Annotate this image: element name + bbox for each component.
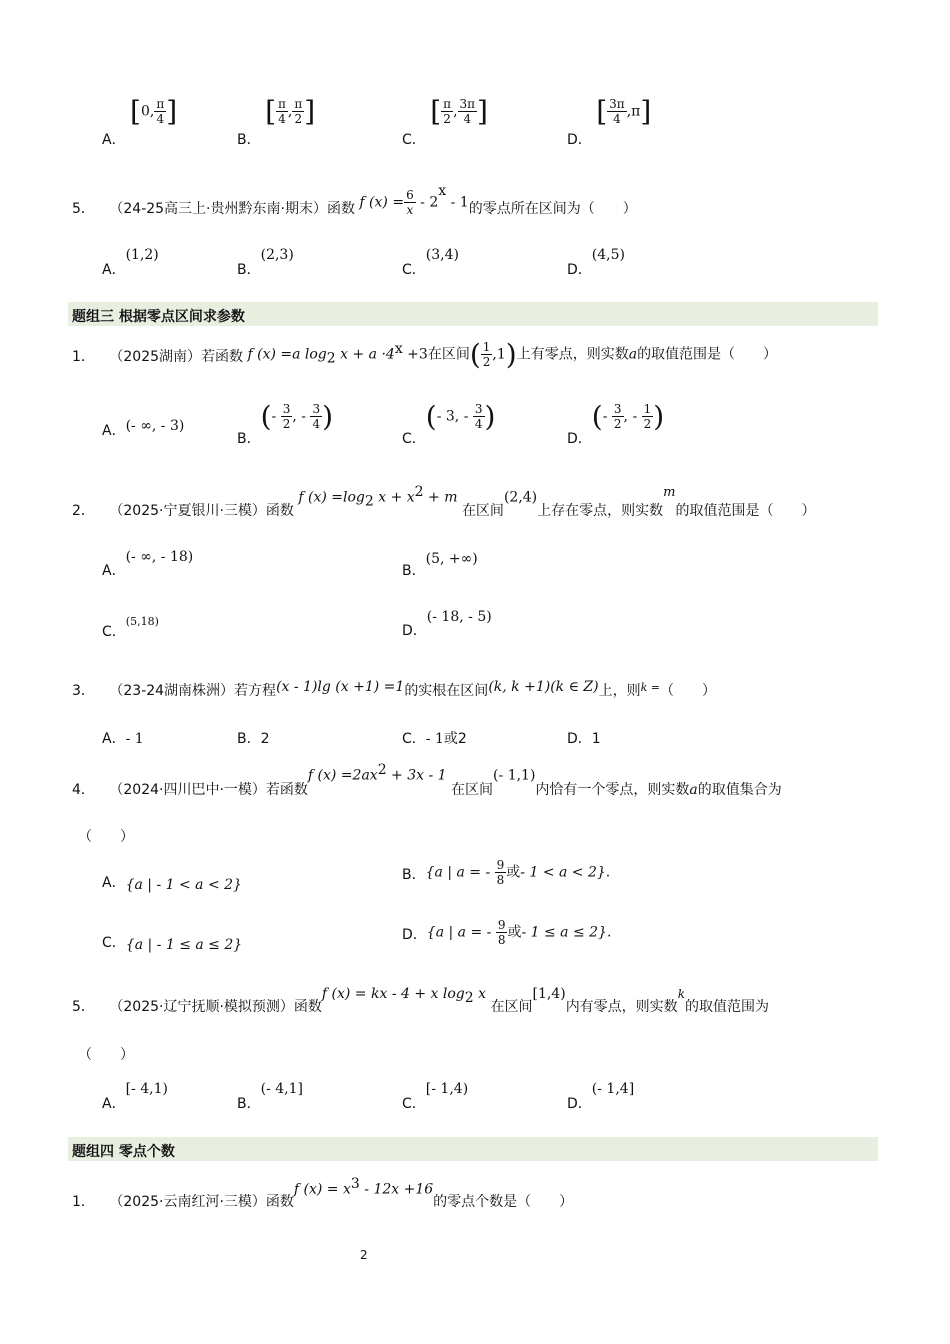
q5-prev-option-d: D．(4,5) (567, 247, 625, 278)
g3q3-option-b: B．2 (237, 731, 270, 747)
g3q3-option-c: C．- 1或2 (402, 731, 467, 747)
g3q3-option-d: D．1 (567, 731, 601, 747)
prev-option-d: D． [ $\frac{3\pi}{4}$ ,π] (567, 94, 652, 148)
g3q1-option-b: B．(- $\frac{3}{2}$ , - $\frac{3}{4}$ ) (237, 399, 334, 447)
g3q3-option-a: A．- 1 (102, 731, 144, 747)
g3q1-option-d: D．(- $\frac{3}{2}$ , - $\frac{1}{2}$ ) (567, 399, 665, 447)
q5-prev-option-b: B．(2,3) (237, 247, 294, 278)
g3q4-option-b: B．{a | a = - $\frac{9}{8}$ 或- 1 < a < 2}. (402, 858, 611, 887)
g3q4-option-c: C．{a | - 1 ≤ a ≤ 2} (102, 935, 243, 953)
question-5-prev: 5． （24-25高三上·贵州黔东南·期末）函数 f (x) = $\frac{6}{x}$ - 2$^x$ - 1的零点所在区间为（ ） (72, 182, 637, 217)
g3q4-option-a: A．{a | - 1 < a < 2} (102, 875, 242, 893)
g3q2-option-c: C．(5,18) (102, 615, 159, 640)
g3q1-option-a: A．(- ∞, - 3) (102, 418, 185, 439)
g3q5-option-b: B．(- 4,1] (237, 1081, 303, 1112)
g3q4-paren: （ ） (78, 829, 134, 845)
g3q1-option-c: C．(- 3, - $\frac{3}{4}$ ) (402, 399, 496, 447)
page-number: 2 (360, 1248, 368, 1262)
g3-question-3: 3． （23-24湖南株洲）若方程(x - 1)lg (x +1) =1的实根在区间(k, k +1)(k ∈ Z)上，则k =（ ） (72, 679, 716, 699)
g3-question-5: 5． （2025·辽宁抚顺·模拟预测）函数f (x) = kx - 4 + x $\log_2 x$ 在区间[1,4)内有零点，则实数k的取值范围为 (72, 986, 769, 1015)
g3q5-option-a: A．[- 4,1) (102, 1081, 168, 1112)
prev-option-c: C． [ $\frac{\pi}{2}$ , $\frac{3\pi}{4}$ ] (402, 94, 488, 148)
q5-prev-option-c: C．(3,4) (402, 247, 459, 278)
g3q4-option-d: D．{a | a = - $\frac{9}{8}$ 或- 1 ≤ a ≤ 2}. (402, 918, 612, 947)
g3q5-option-c: C．[- 1,4) (402, 1081, 469, 1112)
g3q5-option-d: D．(- 1,4] (567, 1081, 635, 1112)
g3q5-paren: （ ） (78, 1047, 134, 1063)
g3q2-option-a: A．(- ∞, - 18) (102, 549, 194, 579)
g4-question-1: 1． （2025·云南红河·三模）函数f $(x) = x^3 - 12x +16$的零点个数是（ ） (72, 1176, 574, 1210)
q5-prev-option-a: A．(1,2) (102, 247, 159, 278)
g3q2-option-b: B．(5, +∞) (402, 551, 478, 579)
prev-option-b: B． [ $\frac{\pi}{4}$ , $\frac{\pi}{2}$ ] (237, 94, 316, 148)
g3-question-4: 4． （2024·四川巴中·一模）若函数f $(x) =2ax^2 + 3x - 1$ 在区间(- 1,1)内恰有一个零点，则实数a的取值集合为 (72, 762, 782, 798)
prev-option-a: A． [0, $\frac{\pi}{4}$ ] (102, 94, 178, 148)
group4-header: 题组四 零点个数 (68, 1137, 878, 1161)
g3-question-2: 2． （2025·宁夏银川·三模）函数 f $(x) =\log_2$ $x + x^2 + m$ 在区间(2,4)上存在零点，则实数$^m$的取值范围是（ ） (72, 484, 816, 519)
g3-question-1: 1． （2025湖南）若函数 f (x) =a $\log_2 x + a \cdot 4^x +3$在区间( $\frac{1}{2}$ ,1)上有零点，则实数a的取值范围是（ ） (72, 337, 778, 371)
g3q2-option-d: D．(- 18, - 5) (402, 609, 492, 639)
group3-header: 题组三 根据零点区间求参数 (68, 302, 878, 326)
